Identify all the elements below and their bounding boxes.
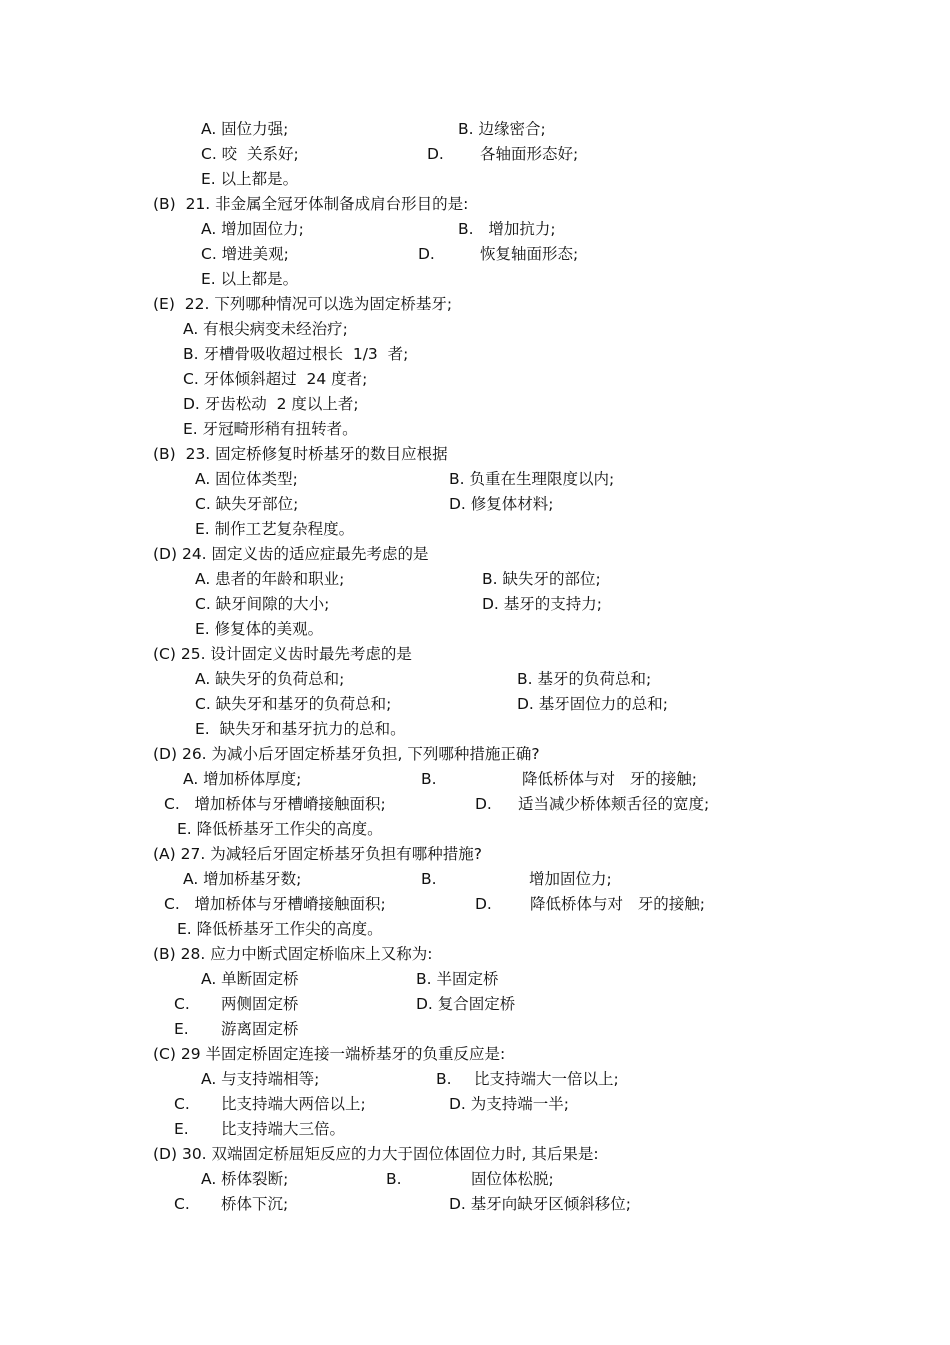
- option-line: 游离固定桥: [221, 1020, 299, 1038]
- option-line: D. 牙齿松动 2 度以上者;: [183, 395, 359, 413]
- option-line: A. 增加桥体厚度;: [183, 770, 302, 788]
- option-line: C.: [174, 1195, 190, 1213]
- option-line: B. 负重在生理限度以内;: [449, 470, 615, 488]
- option-line: A. 缺失牙的负荷总和;: [195, 670, 345, 688]
- option-line: 固位体松脱;: [471, 1170, 554, 1188]
- option-line: A. 固位体类型;: [195, 470, 298, 488]
- option-line: A. 与支持端相等;: [201, 1070, 320, 1088]
- option-line: D.: [418, 245, 435, 263]
- option-line: 恢复轴面形态;: [480, 245, 579, 263]
- option-line: E. 缺失牙和基牙抗力的总和。: [195, 720, 406, 738]
- option-line: C. 增进美观;: [201, 245, 289, 263]
- option-line: C.: [174, 1095, 190, 1113]
- question-line: (D) 30. 双端固定桥屈矩反应的力大于固位体固位力时, 其后果是:: [153, 1145, 599, 1163]
- option-line: D. 复合固定桥: [416, 995, 516, 1013]
- option-line: A. 固位力强;: [201, 120, 289, 138]
- question-line: (B) 21. 非金属全冠牙体制备成肩台形目的是:: [153, 195, 469, 213]
- option-line: C. 增加桥体与牙槽嵴接触面积;: [164, 795, 386, 813]
- option-line: A. 单断固定桥: [201, 970, 299, 988]
- option-line: C. 增加桥体与牙槽嵴接触面积;: [164, 895, 386, 913]
- option-line: E.: [174, 1120, 189, 1138]
- option-line: 比支持端大三倍。: [221, 1120, 346, 1138]
- option-line: B.: [436, 1070, 452, 1088]
- option-line: C. 缺失牙部位;: [195, 495, 299, 513]
- option-line: D. 修复体材料;: [449, 495, 554, 513]
- option-line: 比支持端大一倍以上;: [474, 1070, 619, 1088]
- option-line: B.: [386, 1170, 402, 1188]
- option-line: B. 边缘密合;: [458, 120, 546, 138]
- option-line: B. 牙槽骨吸收超过根长 1/3 者;: [183, 345, 409, 363]
- option-line: 降低桥体与对 牙的接触;: [522, 770, 698, 788]
- question-line: (A) 27. 为减轻后牙固定桥基牙负担有哪种措施?: [153, 845, 482, 863]
- option-line: 两侧固定桥: [221, 995, 299, 1013]
- option-line: C.: [174, 995, 190, 1013]
- option-line: C. 咬 关系好;: [201, 145, 299, 163]
- option-line: E. 降低桥基牙工作尖的高度。: [177, 920, 383, 938]
- option-line: D. 基牙的支持力;: [482, 595, 603, 613]
- option-line: 桥体下沉;: [221, 1195, 289, 1213]
- option-line: B. 半固定桥: [416, 970, 499, 988]
- option-line: A. 有根尖病变未经治疗;: [183, 320, 348, 338]
- option-line: 适当减少桥体颊舌径的宽度;: [518, 795, 710, 813]
- question-line: (E) 22. 下列哪种情况可以选为固定桥基牙;: [153, 295, 453, 313]
- option-line: B. 缺失牙的部位;: [482, 570, 601, 588]
- option-line: C. 缺失牙和基牙的负荷总和;: [195, 695, 392, 713]
- question-line: (D) 24. 固定义齿的适应症最先考虑的是: [153, 545, 429, 563]
- option-line: D. 为支持端一半;: [449, 1095, 570, 1113]
- option-line: E. 以上都是。: [201, 170, 299, 188]
- option-line: 比支持端大两倍以上;: [221, 1095, 366, 1113]
- question-line: (B) 28. 应力中断式固定桥临床上又称为:: [153, 945, 433, 963]
- option-line: C. 牙体倾斜超过 24 度者;: [183, 370, 368, 388]
- option-line: A. 增加固位力;: [201, 220, 304, 238]
- question-line: (C) 25. 设计固定义齿时最先考虑的是: [153, 645, 412, 663]
- option-line: B. 增加抗力;: [458, 220, 556, 238]
- option-line: D.: [427, 145, 444, 163]
- option-line: E. 制作工艺复杂程度。: [195, 520, 355, 538]
- option-line: B.: [421, 770, 437, 788]
- option-line: E. 修复体的美观。: [195, 620, 324, 638]
- option-line: A. 增加桥基牙数;: [183, 870, 302, 888]
- option-line: E.: [174, 1020, 189, 1038]
- option-line: D. 基牙固位力的总和;: [517, 695, 669, 713]
- option-line: B. 基牙的负荷总和;: [517, 670, 652, 688]
- option-line: D.: [475, 895, 492, 913]
- question-line: (D) 26. 为减小后牙固定桥基牙负担, 下列哪种措施正确?: [153, 745, 540, 763]
- option-line: D.: [475, 795, 492, 813]
- option-line: 降低桥体与对 牙的接触;: [530, 895, 706, 913]
- question-line: (C) 29 半固定桥固定连接一端桥基牙的负重反应是:: [153, 1045, 506, 1063]
- option-line: E. 以上都是。: [201, 270, 299, 288]
- option-line: A. 患者的年龄和职业;: [195, 570, 345, 588]
- option-line: E. 牙冠畸形稍有扭转者。: [183, 420, 358, 438]
- question-line: (B) 23. 固定桥修复时桥基牙的数目应根据: [153, 445, 448, 463]
- option-line: 各轴面形态好;: [480, 145, 579, 163]
- option-line: A. 桥体裂断;: [201, 1170, 289, 1188]
- option-line: B.: [421, 870, 437, 888]
- option-line: 增加固位力;: [529, 870, 612, 888]
- option-line: E. 降低桥基牙工作尖的高度。: [177, 820, 383, 838]
- option-line: D. 基牙向缺牙区倾斜移位;: [449, 1195, 632, 1213]
- option-line: C. 缺牙间隙的大小;: [195, 595, 330, 613]
